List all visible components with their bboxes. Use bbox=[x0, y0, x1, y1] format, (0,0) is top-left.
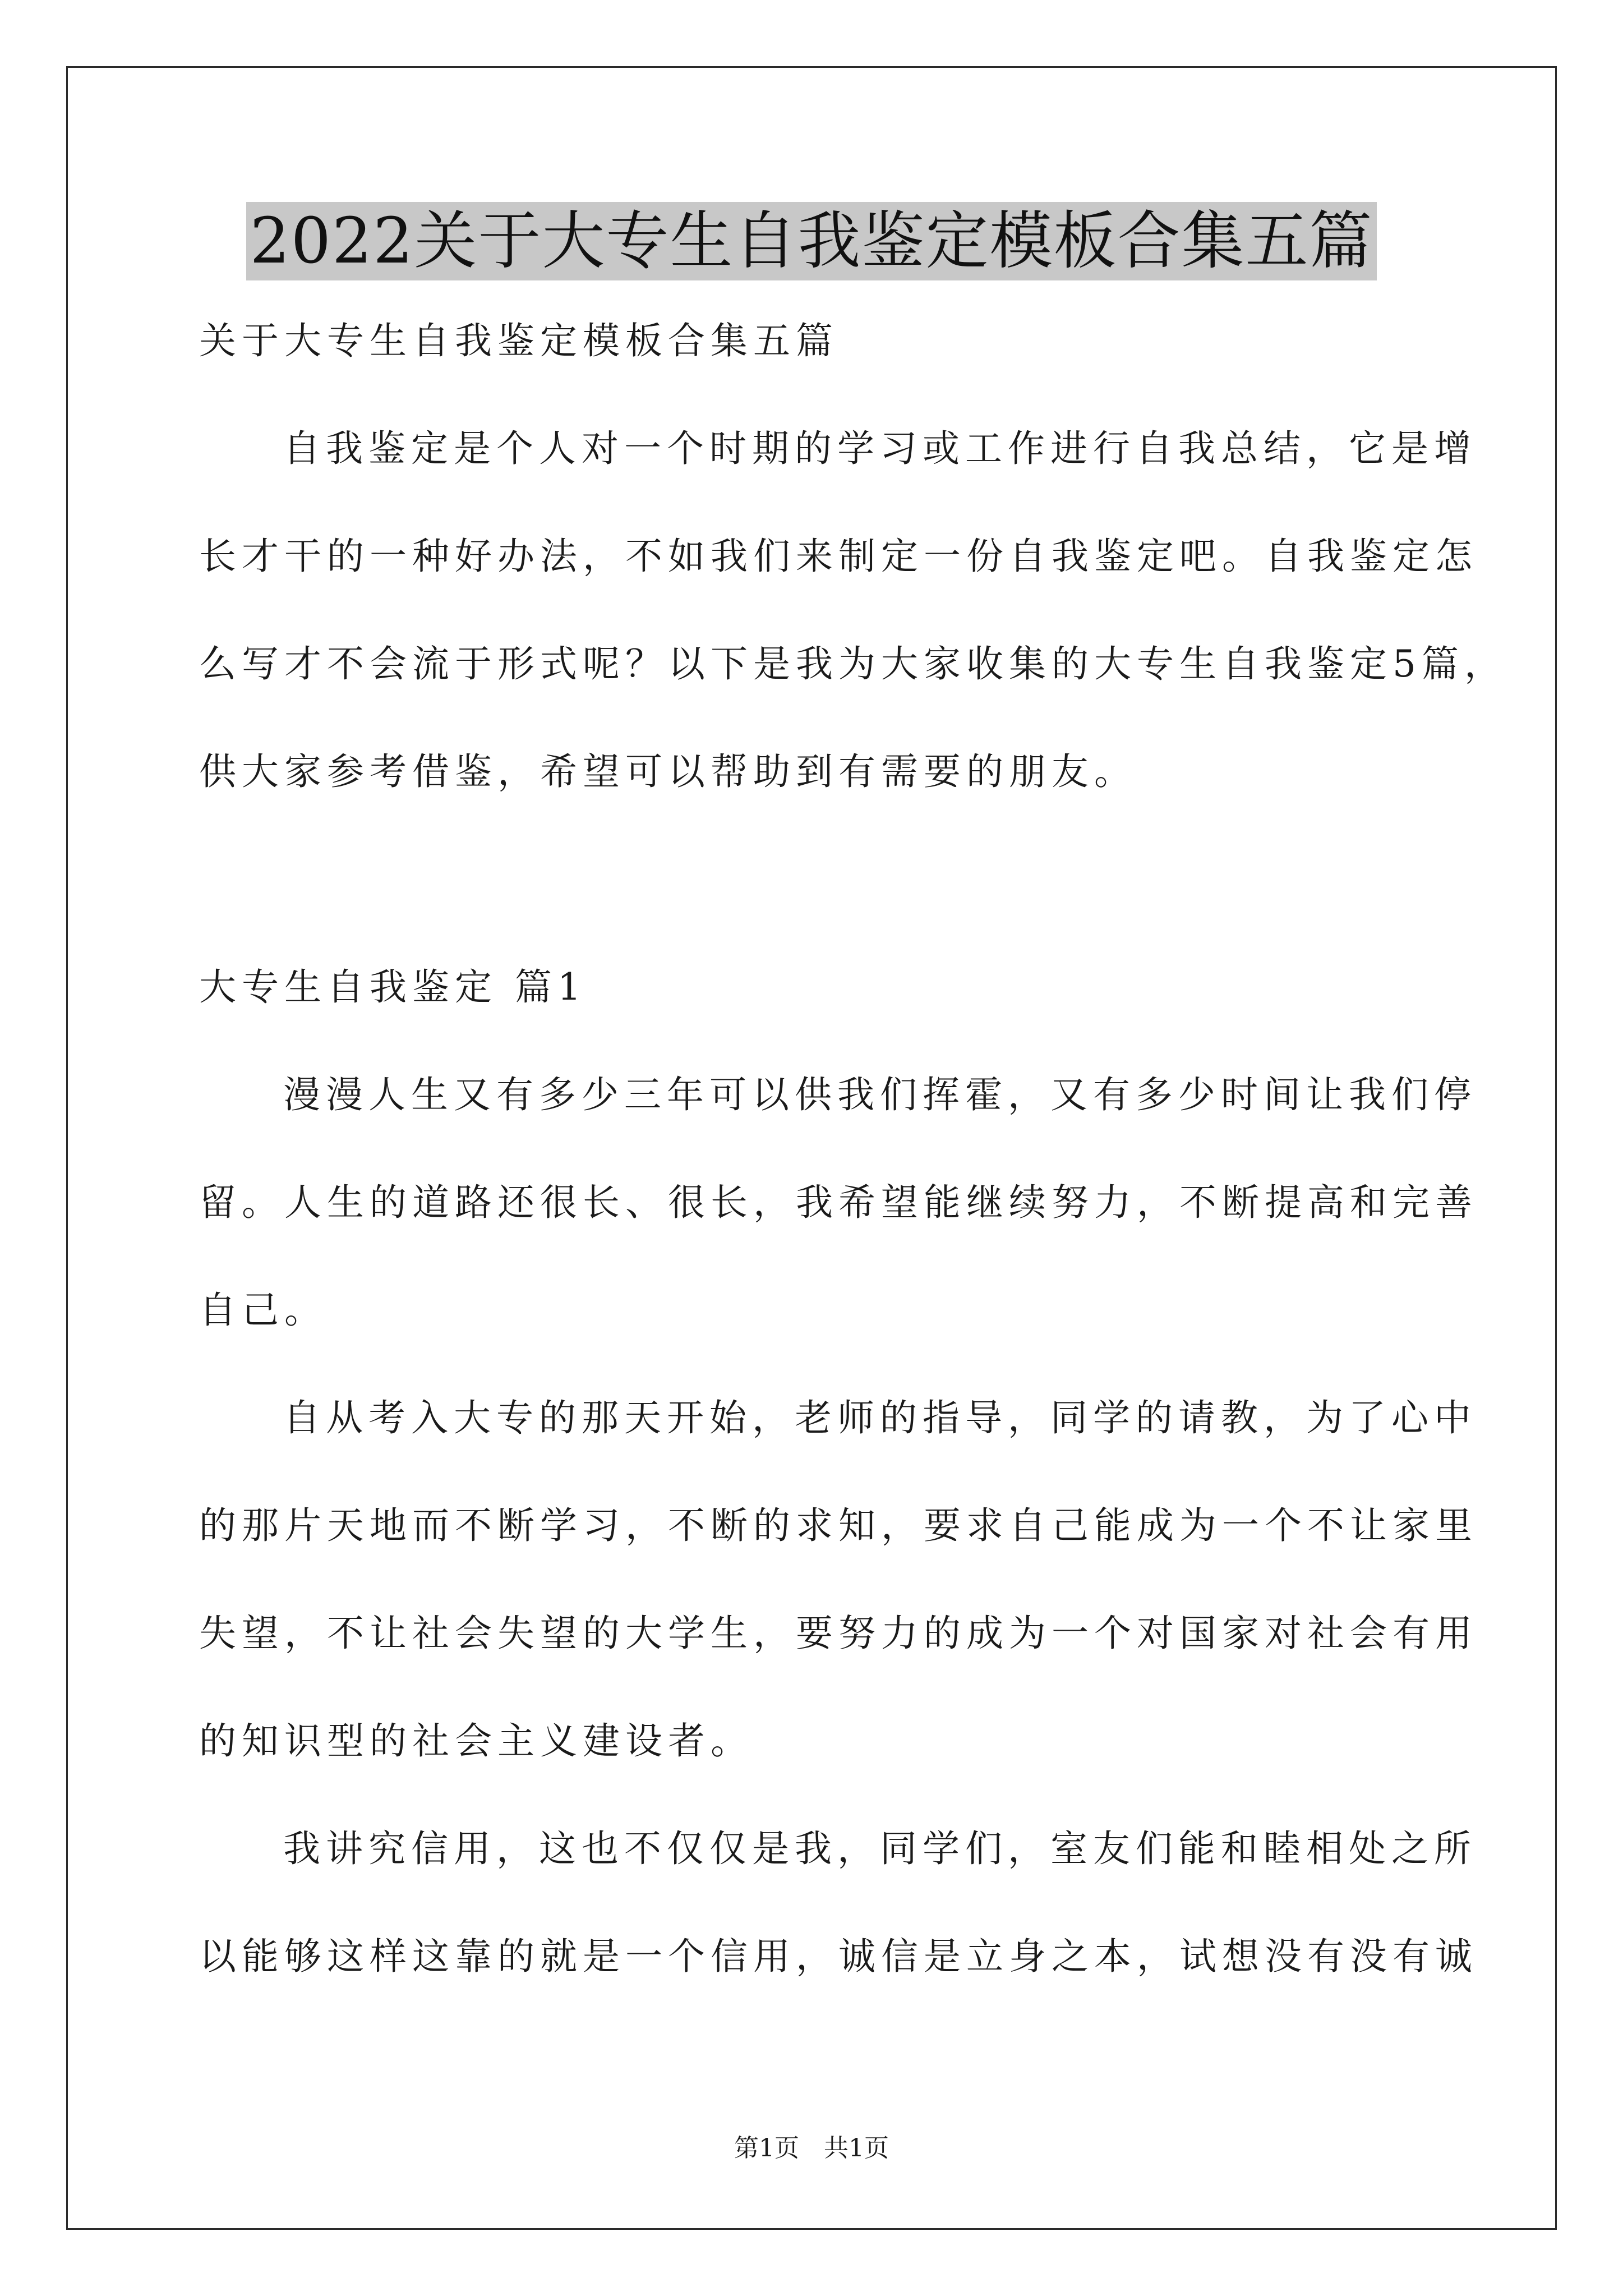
paragraph-line: 的那片天地而不断学习，不断的求知，要求自己能成为一个不让家里 bbox=[199, 1504, 1478, 1547]
title-container bbox=[0, 202, 1623, 280]
paragraph-line: 自从考入大专的那天开始，老师的指导，同学的请教，为了心中 bbox=[283, 1396, 1477, 1439]
intro-line: 供大家参考借鉴，希望可以帮助到有需要的朋友。 bbox=[199, 750, 1137, 793]
intro-line: 自我鉴定是个人对一个时期的学习或工作进行自我总结，它是增 bbox=[283, 427, 1477, 470]
section-spacer bbox=[199, 853, 1455, 960]
page-footer: 第1页 共1页 bbox=[734, 2134, 889, 2162]
paragraph-line: 以能够这样这靠的就是一个信用，诚信是立身之本，试想没有没有诚 bbox=[199, 1935, 1478, 1978]
section-heading: 大专生自我鉴定 篇1 bbox=[199, 965, 587, 1009]
intro-line: 么写才不会流于形式呢？以下是我为大家收集的大专生自我鉴定5篇， bbox=[199, 642, 1507, 685]
paragraph-line: 自己。 bbox=[199, 1289, 327, 1332]
paragraph-line: 的知识型的社会主义建设者。 bbox=[199, 1719, 753, 1763]
document-title: 2022关于大专生自我鉴定模板合集五篇 bbox=[246, 202, 1376, 280]
paragraph-line: 留。人生的道路还很长、很长，我希望能继续努力，不断提高和完善 bbox=[199, 1181, 1478, 1224]
document-subtitle: 关于大专生自我鉴定模板合集五篇 bbox=[199, 319, 838, 362]
paragraph-line: 失望，不让社会失望的大学生，要努力的成为一个对国家对社会有用 bbox=[199, 1612, 1478, 1655]
paragraph-line: 我讲究信用，这也不仅仅是我，同学们，室友们能和睦相处之所 bbox=[283, 1827, 1477, 1870]
paragraph-line: 漫漫人生又有多少三年可以供我们挥霍，又有多少时间让我们停 bbox=[283, 1073, 1477, 1116]
document-body bbox=[199, 314, 1507, 2037]
intro-line: 长才干的一种好办法，不如我们来制定一份自我鉴定吧。自我鉴定怎 bbox=[199, 535, 1478, 578]
